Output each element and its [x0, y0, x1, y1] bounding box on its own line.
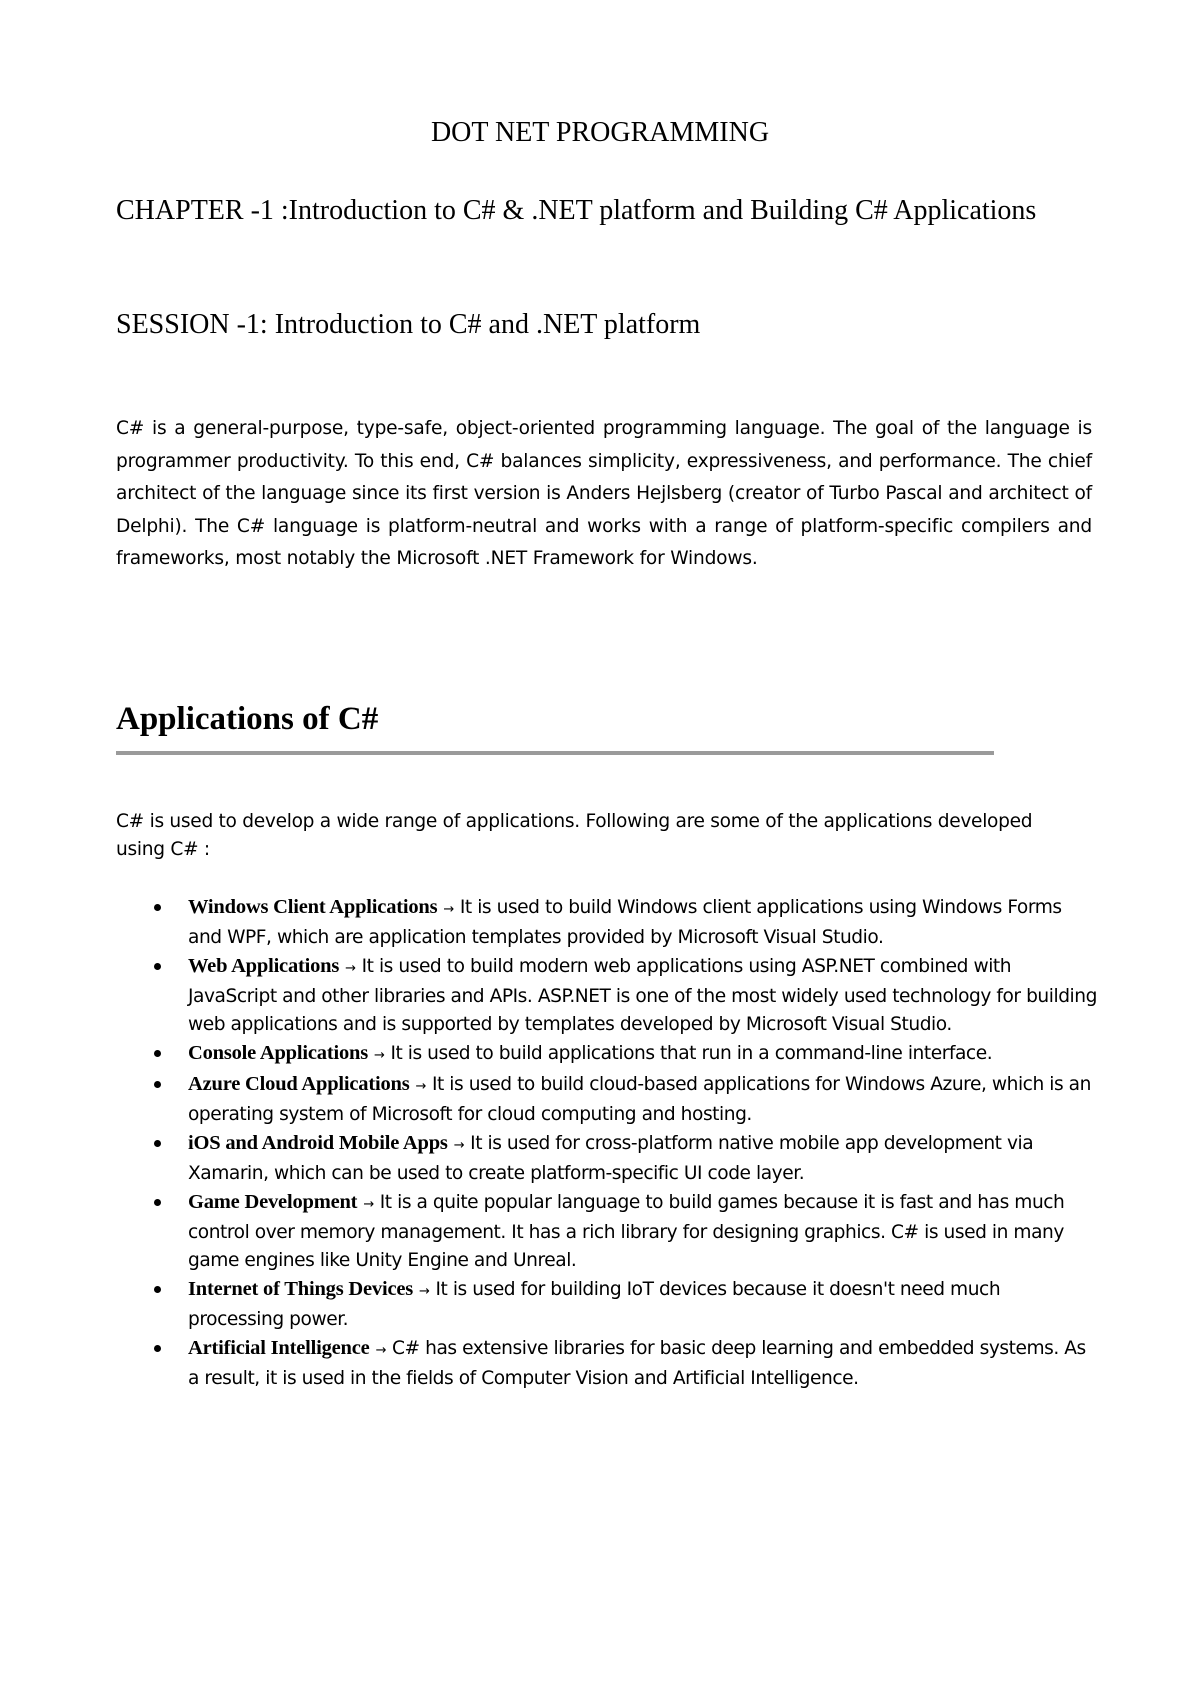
application-name: Artificial Intelligence — [188, 1337, 370, 1359]
application-description: It is used to build Windows client applications using Windows Forms and WPF, which are application templates provided by Microsoft Visual Studio. — [188, 897, 1062, 948]
arrow-icon: → — [443, 902, 454, 917]
application-description: C# has extensive libraries for basic deep learning and embedded systems. As a result, it is used in the fields of Computer Vision and Artificial Intelligence. — [188, 1338, 1086, 1389]
application-name: Azure Cloud Applications — [188, 1073, 410, 1095]
list-item — [116, 893, 1098, 952]
list-item — [116, 1039, 1098, 1070]
applications-intro-paragraph: C# is used to develop a wide range of applications. Following are some of the applications developed using C# : — [116, 811, 1033, 860]
intro-paragraph: C# is a general-purpose, type-safe, object-oriented programming language. The goal of the language is programmer productivity. To this end, C# balances simplicity, expressiveness, and performance. The chief architect of the language since its first version is Anders Hejlsberg (creator of Turbo Pascal and architect of Delphi). The C# language is platform-neutral and works with a range of platform-specific compilers and frameworks, most notably the Microsoft .NET Framework for Windows. — [116, 418, 1092, 569]
application-description: It is used to build modern web applications using ASP.NET combined with JavaScript and other libraries and APIs. ASP.NET is one of the most widely used technology for building web applications and is supported by templates developed by Microsoft Visual Studio. — [188, 956, 1097, 1035]
arrow-icon: → — [453, 1138, 465, 1153]
arrow-icon: → — [375, 1343, 387, 1358]
bullet-icon — [154, 1345, 161, 1352]
list-item — [116, 1070, 1098, 1129]
bullet-icon — [154, 1140, 161, 1147]
arrow-icon: → — [373, 1048, 385, 1063]
list-item — [116, 1129, 1098, 1188]
bullet-icon — [154, 1050, 161, 1057]
arrow-icon: → — [345, 961, 356, 976]
chapter-heading: CHAPTER -1 :Introduction to C# & .NET platform and Building C# Applications — [116, 195, 1037, 226]
applications-heading: Applications of C# — [116, 701, 379, 737]
list-item — [116, 1334, 1098, 1393]
bullet-icon — [154, 963, 161, 970]
document-title: DOT NET PROGRAMMING — [430, 117, 770, 148]
application-name: Console Applications — [188, 1042, 368, 1064]
bullet-icon — [154, 1199, 161, 1206]
bullet-icon — [154, 1286, 161, 1293]
application-description: It is a quite popular language to build games because it is fast and has much control over memory management. It has a rich library for designing graphics. C# is used in many game engines like Unity Engine and Unreal. — [188, 1192, 1065, 1271]
list-item — [116, 952, 1098, 1039]
application-name: Windows Client Applications — [188, 896, 438, 918]
list-item — [116, 1275, 1098, 1334]
session-heading: SESSION -1: Introduction to C# and .NET platform — [116, 309, 701, 340]
bullet-icon — [154, 904, 161, 911]
list-item — [116, 1188, 1098, 1275]
application-name: Internet of Things Devices — [188, 1278, 414, 1300]
application-name: iOS and Android Mobile Apps — [188, 1132, 448, 1154]
applications-list — [116, 893, 1098, 1393]
application-name: Web Applications — [188, 955, 340, 977]
application-description: It is used to build cloud-based applications for Windows Azure, which is an operating system of Microsoft for cloud computing and hosting. — [188, 1074, 1091, 1125]
arrow-icon: → — [419, 1284, 430, 1299]
application-description: It is used to build applications that run in a command-line interface. — [390, 1043, 993, 1064]
application-description: It is used for cross-platform native mobile app development via Xamarin, which can be used to create platform-specific UI code layer. — [188, 1133, 1034, 1184]
heading-underline-divider — [116, 751, 994, 755]
bullet-icon — [154, 1081, 161, 1088]
application-name: Game Development — [188, 1191, 358, 1213]
arrow-icon: → — [363, 1197, 374, 1212]
arrow-icon: → — [415, 1079, 426, 1094]
application-description: It is used for building IoT devices because it doesn't need much processing power. — [188, 1279, 1001, 1330]
